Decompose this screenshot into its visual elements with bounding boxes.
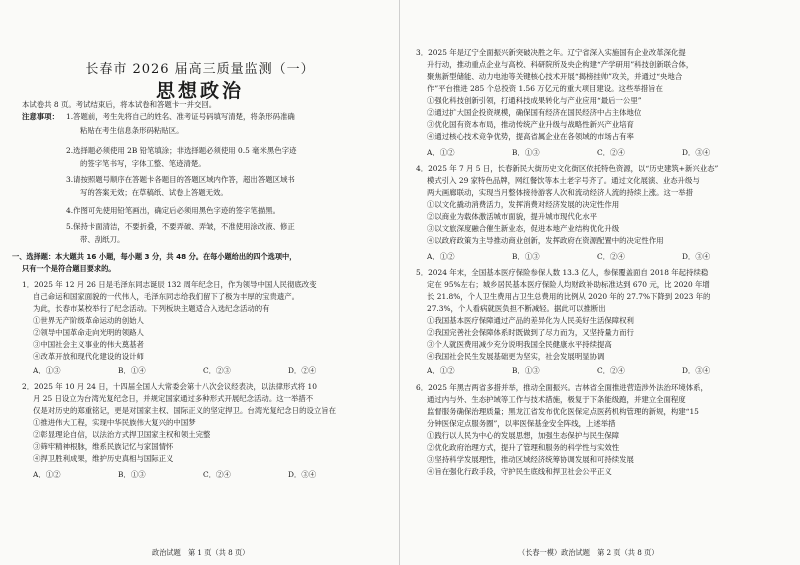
q5-options (427, 366, 710, 376)
q3-stem: 升行动，推动重点企业与高校、科研院所及央企构建“产学研用”科技创新联合体， (427, 60, 694, 69)
q5-option-c: C．②④ (597, 366, 625, 375)
q6-stem: 6．2025 年黑吉两省多措并举，推动全面振兴。吉林省全面推进营造涉外法治环境体系， (416, 383, 708, 392)
q6-statement: ①践行以人民为中心的发展思想，加强生态保护与民生保障 (427, 431, 620, 440)
q4-options (427, 252, 710, 262)
q1-options (33, 366, 316, 376)
q2-statement: ①推进伟大工程，实现中华民族伟大复兴的中国梦 (33, 418, 196, 427)
q1-statement: ②领导中国革命走向光明的领路人 (33, 328, 144, 337)
q1-option-a: A．①③ (33, 366, 61, 375)
section-heading: 一、选择题：本大题共 16 小题，每小题 3 分，共 48 分。在每小题给出的四个选项中， (12, 252, 297, 261)
q2-options (33, 470, 316, 480)
q3-statement: ④通过核心技术竞争优势，提高省属企业在各领域的市场占有率 (427, 132, 634, 141)
q2-stem: 仅是对历史的郑重铭记，更是对国家主权、国际正义的坚定捍卫。台湾光复纪念日的设立旨在 (33, 406, 337, 415)
q4-option-c: C．②④ (597, 252, 625, 261)
q4-option-b: B．①③ (512, 252, 540, 261)
q3-stem: 聚焦新型储能、动力电池等关键核心技术开展“揭榜挂帅”攻关，并通过“央地合 (427, 72, 683, 81)
q3-option-c: C．②④ (597, 148, 625, 157)
notice-line: 5.保持卡面清洁，不要折叠，不要弄破、弄皱，不准使用涂改液、修正 (66, 222, 295, 231)
q4-statement: ②以商业为载体激活城市面貌，提升城市现代化水平 (427, 212, 597, 221)
q6-statement: ②优化政府治理方式，提升了管理和服务的科学性与实效性 (427, 443, 620, 452)
q5-option-d: D．③④ (682, 366, 711, 375)
q2-option-d: D．③④ (288, 470, 317, 479)
q1-stem: 为此，长春市某校举行了纪念活动。下列板块主题适合入选纪念活动的有 (33, 304, 270, 313)
q6-statement: ③坚持科学发展理性，推动区域经济统筹协调发展和可持续发展 (427, 455, 634, 464)
notice-line: 带、刮纸刀。 (80, 235, 125, 244)
q3-stem: 3．2025 年是辽宁全面振兴新突破决胜之年。辽宁省深入实施国有企业改革深化提 (416, 48, 686, 57)
exam-title: 长春市 2026 届高三质量监测（一） (85, 62, 315, 77)
q3-options (427, 148, 710, 158)
notice-label: 注意事项： (22, 112, 59, 121)
q5-option-b: B．①③ (512, 366, 540, 375)
q2-statement: ④捍卫胜利成果，维护历史真相与国际正义 (33, 454, 174, 463)
q2-statement: ③筛牢精神根脉，维系民族记忆与家国情怀 (33, 442, 174, 451)
q1-statement: ④改革开放和现代化建设的设计师 (33, 352, 144, 361)
q1-statement: ①世界无产阶级革命运动的创始人 (33, 316, 144, 325)
q6-statement: ④旨在强化行政手段，守护民生底线和捍卫社会公平正义 (427, 467, 612, 476)
q6-stem: 通过内与外、生态护域等工作与技术措施，极复于下条能级跑，并建立全面程度 (427, 395, 686, 404)
q6-stem: 分钟医保定点服务圈”，以率医保基金安全阵线，上述举措 (427, 419, 616, 428)
q4-stem: 模式引入 29 家特色品牌，网红餐饮等本土老字号齐了。通过文化展演、业态升级与 (427, 176, 700, 185)
q5-statement: ①我国基本医疗保障通过产品的差异化为人民美好生活保障权利 (427, 316, 634, 325)
q1-option-d: D．②④ (288, 366, 317, 375)
section-heading-cont: 只有一个是符合题目要求的。 (22, 264, 116, 273)
q3-statement: ①强化科技创新引领，打通科技成果转化与产业应用“最后一公里” (427, 96, 642, 105)
notice-line: 写的答案无效；在草稿纸、试卷上答题无效。 (80, 188, 228, 197)
notice-line: 4.作图可先使用铅笔画出，确定后必须用黑色字迹的签字笔描黑。 (66, 206, 280, 215)
q3-option-d: D．③④ (682, 148, 711, 157)
q4-statement: ④以政府政策为主导推动商业创新，发挥政府在资源配置中的决定性作用 (427, 236, 664, 245)
q1-statement: ③中国社会主义事业的伟大奠基者 (33, 340, 144, 349)
page-footer: 政治试题 第 1 页（共 8 页） (152, 548, 250, 557)
q5-stem: 长 21.8%，个人卫生费用占卫生总费用的比例从 2020 年的 27.7%下降到 2023 年的 (427, 292, 711, 301)
q4-option-a: A．①② (427, 252, 455, 261)
q2-stem: 月 25 日设立为台湾光复纪念日，并规定国家通过多种形式开展纪念活动。这一举措不 (33, 394, 314, 403)
q3-statement: ③优化国有资本布局，推动传统产业升级与战略性新兴产业培育 (427, 120, 634, 129)
exam-page-2 (400, 0, 800, 565)
subject-title: 思想政治 (155, 80, 244, 102)
q2-stem: 2．2025 年 10 月 24 日，十四届全国人大常委会第十八次会议经表决，以法律形式将 10 (22, 382, 317, 391)
q4-statement: ①以文化撬动消费活力，发挥消费对经济发展的决定性作用 (427, 200, 620, 209)
q4-stem: 4．2025 年 7 月 5 日，长春新民大街历史文化街区依托特色资源，以“历史建筑+新兴业态” (416, 164, 719, 173)
q3-stem: 作”平台推进 285 个总投资 1.56 万亿元的重大项目建设。这些举措旨在 (427, 84, 663, 93)
q3-option-a: A．①② (427, 148, 455, 157)
notice-line: 的签字笔书写，字体工整、笔迹清楚。 (80, 159, 206, 168)
intro-text: 本试卷共 8 页。考试结束后，将本试卷和答题卡一并交回。 (22, 100, 217, 109)
q5-stem: 27.3%，个人看病就医负担不断减轻。据此可以推断出 (427, 304, 606, 313)
q5-stem: 定在 95%左右；城乡居民基本医疗保险人均财政补助标准达到 670 元，比 2020 年增 (427, 280, 710, 289)
notice-line: 粘贴在考生信息条形码粘贴区。 (80, 126, 184, 135)
q4-statement: ③以文旅深度融合催生新业态，促进本地产业结构优化升级 (427, 224, 620, 233)
q5-option-a: A．①② (427, 366, 455, 375)
page-footer: （长春一模）政治试题 第 2 页（共 8 页） (518, 548, 659, 557)
q2-option-a: A．①② (33, 470, 61, 479)
q5-statement: ②我国完善社会保障体系时既做到了尽力而为，又坚持量力而行 (427, 328, 634, 337)
q2-option-b: B．①③ (118, 470, 146, 479)
q4-option-d: D．③④ (682, 252, 711, 261)
q6-stem: 监督服务确保治理质量；黑龙江省发布优化医保定点医药机构管理的新规，构建“15 (427, 407, 699, 416)
notice-line: 1.答题前，考生先将自己的姓名、准考证号码填写清楚，将条形码准确 (66, 112, 295, 121)
q1-stem: 1．2025 年 12 月 26 日是毛泽东同志诞辰 132 周年纪念日，作为领导中国人民彻底改变 (22, 280, 317, 289)
q1-stem: 自己命运和国家面貌的一代伟人，毛泽东同志给我们留下了极为丰厚的宝贵遗产。 (33, 292, 300, 301)
q4-stem: 两大画廊联动，实现当月整体接待游客人次和流动经济人流的持续上涨。这一举措 (427, 188, 694, 197)
q5-statement: ③个人就医费用减少充分说明我国全民健康水平持续提高 (427, 340, 612, 349)
q2-statement: ②彰显理论自信，以法治方式捍卫国家主权和领土完整 (33, 430, 211, 439)
notice-line: 3.请按照题号顺序在答题卡各题目的答题区域内作答，超出答题区域书 (66, 175, 295, 184)
notice-line: 2.选择题必须使用 2B 铅笔填涂；非选择题必须使用 0.5 毫米黑色字迹 (66, 146, 297, 155)
q1-option-b: B．①④ (118, 366, 146, 375)
q1-option-c: C．②③ (203, 366, 231, 375)
q5-statement: ④我国社会民生发展基础更为坚实，社会发展明显协调 (427, 352, 605, 361)
q5-stem: 5．2024 年末，全国基本医疗保险参保人数 13.3 亿人，参保覆盖面自 2018 年起持续稳 (416, 268, 709, 277)
q2-option-c: C．②④ (203, 470, 231, 479)
q3-option-b: B．①③ (512, 148, 540, 157)
q3-statement: ②通过扩大国企投资规模，确保国有经济在国民经济中占主体地位 (427, 108, 642, 117)
